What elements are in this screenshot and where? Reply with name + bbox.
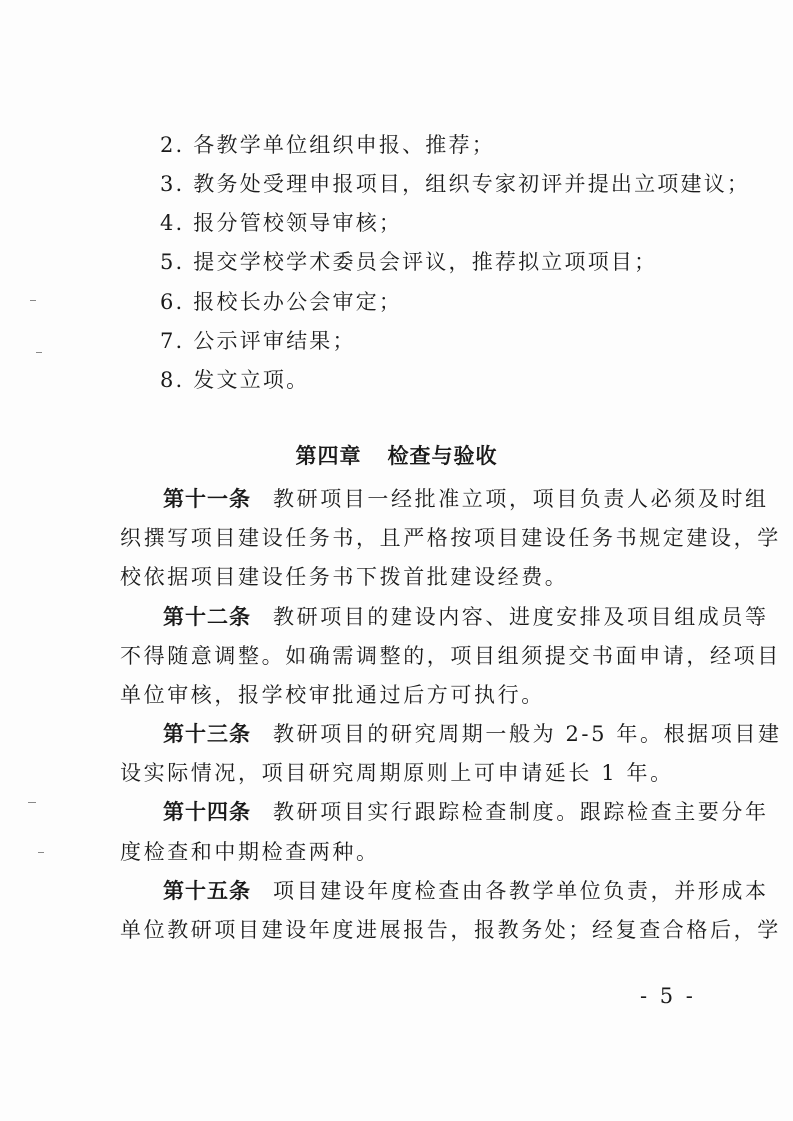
article-11-first-line: [163, 484, 769, 514]
article-13-line: 设实际情况，项目研究周期原则上可申请延长 1 年。: [120, 761, 674, 785]
article-13-label: 第十三条: [163, 722, 251, 746]
article-12-line: 不得随意调整。如确需调整的，项目组须提交书面申请，经项目: [120, 644, 781, 668]
article-14-label: 第十四条: [163, 800, 251, 824]
chapter-title: 检查与验收: [387, 444, 498, 468]
article-11-label: 第十一条: [163, 487, 251, 511]
article-14-text: 教研项目实行跟踪检查制度。跟踪检查主要分年: [273, 800, 769, 824]
article-12-first-line: [163, 602, 769, 632]
procedure-step-5: 5. 提交学校学术委员会评议，推荐拟立项项目；: [160, 250, 658, 274]
procedure-step-8: 8. 发文立项。: [160, 368, 310, 392]
scan-speck: [30, 300, 36, 301]
article-11-line: 校依据项目建设任务书下拨首批建设经费。: [120, 565, 569, 589]
chapter-number: 第四章: [295, 444, 362, 468]
article-12-line: 单位审核，报学校审批通过后方可执行。: [120, 683, 545, 707]
procedure-step-2: 2. 各教学单位组织申报、推荐；: [160, 133, 495, 157]
article-15-text: 项目建设年度检查由各教学单位负责，并形成本: [273, 879, 769, 903]
scan-speck: [28, 802, 36, 803]
article-15-line: 单位教研项目建设年度进展报告，报教务处；经复查合格后，学: [120, 918, 781, 942]
scan-speck: [38, 852, 44, 853]
procedure-step-4: 4. 报分管校领导审核；: [160, 211, 403, 235]
procedure-step-3: 3. 教务处受理申报项目，组织专家初评并提出立项建议；: [160, 172, 751, 196]
article-14-first-line: [163, 797, 769, 827]
article-11-line: 织撰写项目建设任务书，且严格按项目建设任务书规定建设，学: [120, 526, 781, 550]
article-14-line: 度检查和中期检查两种。: [120, 840, 380, 864]
procedure-step-7: 7. 公示评审结果；: [160, 329, 356, 353]
article-13-first-line: [163, 719, 782, 749]
procedure-step-6: 6. 报校长办公会审定；: [160, 290, 403, 314]
article-13-text: 教研项目的研究周期一般为 2-5 年。根据项目建: [273, 722, 782, 746]
article-12-label: 第十二条: [163, 605, 251, 629]
article-12-text: 教研项目的建设内容、进度安排及项目组成员等: [273, 605, 769, 629]
article-11-text: 教研项目一经批准立项，项目负责人必须及时组: [273, 487, 769, 511]
article-15-first-line: [163, 876, 769, 906]
chapter-heading: [0, 440, 793, 470]
article-15-label: 第十五条: [163, 879, 251, 903]
page-number: - 5 -: [640, 984, 696, 1008]
scan-speck: [36, 352, 42, 353]
